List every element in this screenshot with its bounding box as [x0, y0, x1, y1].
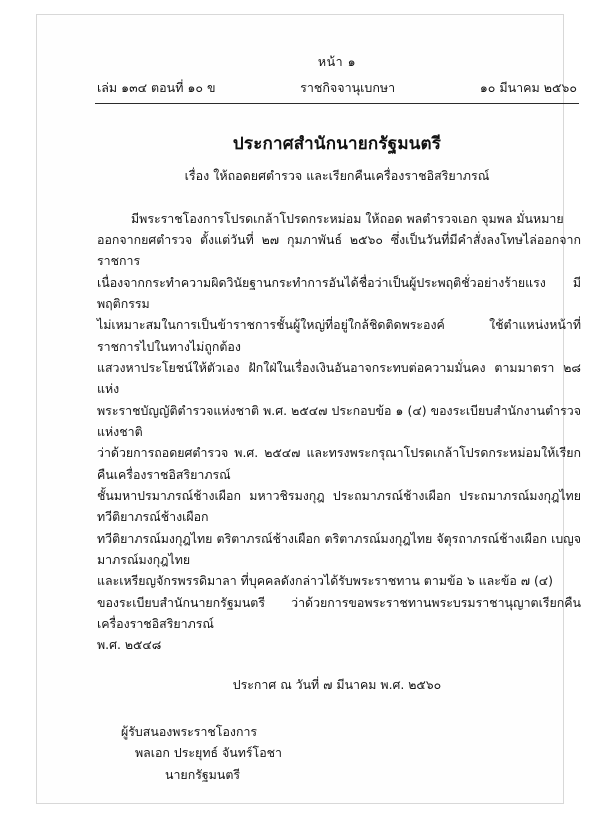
signature-block — [87, 721, 587, 786]
body-line — [97, 442, 581, 485]
body-line-text: พระราชบัญญัติตำรวจแห่งชาติ พ.ศ. ๒๕๔๗ ประกอบข้อ ๑ (๔) ของระเบียบสำนักงานตำรวจแห่งชาติ — [97, 402, 581, 440]
body-line-text: และเหรียญจักรพรรดิมาลา ที่บุคคลดังกล่าวได้รับพระราชทาน ตามข้อ ๖ และข้อ ๗ (๔) — [97, 573, 554, 589]
document-subtitle: เรื่อง ให้ถอดยศตำรวจ และเรียกคืนเครื่องราชอิสริยาภรณ์ — [184, 167, 490, 183]
body-line — [97, 229, 581, 272]
header-date: ๑๐ มีนาคม ๒๕๖๐ — [479, 79, 577, 95]
body-line-text: ชั้นมหาปรมาภรณ์ช้างเผือก มหาวชิรมงกุฎ ประถมาภรณ์ช้างเผือก ประถมาภรณ์มงกุฎไทย ทวีติยาภรณ์ช้างเผือก — [97, 488, 581, 525]
countersign-label: ผู้รับสนองพระราชโองการ — [121, 723, 258, 739]
body-line — [97, 570, 581, 591]
body-line — [97, 634, 581, 655]
signatory-position: นายกรัฐมนตรี — [165, 767, 241, 783]
body-line-text: พ.ศ. ๒๕๔๘ — [97, 637, 162, 653]
body-line-text: ว่าด้วยการถอดยศตำรวจ พ.ศ. ๒๕๔๗ และทรงพระกรุณาโปรดเกล้าโปรดกระหม่อมให้เรียกคืนเครื่องราชอิสริยาภรณ์ — [97, 445, 581, 482]
body-line-text: เนื่องจากกระทำความผิดวินัยฐานกระทำการอันได้ชื่อว่าเป็นผู้ประพฤติชั่วอย่างร้ายแรง มีพฤติกรรม — [97, 274, 581, 312]
document-title: ประกาศสำนักนายกรัฐมนตรี — [232, 133, 442, 154]
body-line — [97, 528, 581, 571]
body-line-text: มีพระราชโองการโปรดเกล้าโปรดกระหม่อม ให้ถอด พลตำรวจเอก จุมพล มั่นหมาย — [131, 210, 564, 226]
body-line — [97, 592, 581, 635]
body-line — [97, 314, 581, 357]
signatory-name: พลเอก ประยุทธ์ จันทร์โอชา — [135, 745, 282, 761]
document-content — [87, 53, 587, 786]
body-line — [97, 272, 581, 315]
body-line-text: ทวีติยาภรณ์มงกุฎไทย ตริตาภรณ์ช้างเผือก ตริตาภรณ์มงกุฎไทย จัตุรถาภรณ์ช้างเผือก เบญจมาภรณ์มงกุฎไทย — [97, 530, 581, 567]
document-body — [87, 208, 587, 656]
header-divider — [95, 103, 579, 104]
body-line-text: แสวงหาประโยชน์ให้ตัวเอง ฝักใฝ่ในเรื่องเงินอันอาจกระทบต่อความมั่นคง ตามมาตรา ๒๘ แห่ง — [97, 360, 581, 397]
body-line — [97, 485, 581, 528]
body-line — [97, 357, 581, 400]
announcement-date: ประกาศ ณ วันที่ ๗ มีนาคม พ.ศ. ๒๕๖๐ — [232, 676, 442, 692]
header-volume: เล่ม ๑๓๔ ตอนที่ ๑๐ ข — [97, 79, 216, 95]
document-sheet — [36, 14, 581, 804]
body-line — [97, 400, 581, 443]
body-line-text: ของระเบียบสำนักนายกรัฐมนตรี ว่าด้วยการขอพระราชทานพระบรมราชานุญาตเรียกคืนเครื่องราชอิสริยาภรณ์ — [97, 594, 581, 631]
body-line-text: ไม่เหมาะสมในการเป็นข้าราชการชั้นผู้ใหญ่ที่อยู่ใกล้ชิดติดพระองค์ ใช้ตำแหน่งหน้าที่ราชการไปในทางไม่ถูกต้อง — [97, 317, 581, 354]
page-number: หน้า ๑ — [317, 54, 357, 69]
header-gazette-name: ราชกิจจานุเบกษา — [300, 79, 396, 95]
body-line — [97, 208, 581, 229]
body-line-text: ออกจากยศตำรวจ ตั้งแต่วันที่ ๒๗ กุมภาพันธ์ ๒๕๖๐ ซึ่งเป็นวันที่มีคำสั่งลงโทษไล่ออกจากราชการ — [97, 232, 581, 269]
gazette-header — [87, 78, 587, 98]
